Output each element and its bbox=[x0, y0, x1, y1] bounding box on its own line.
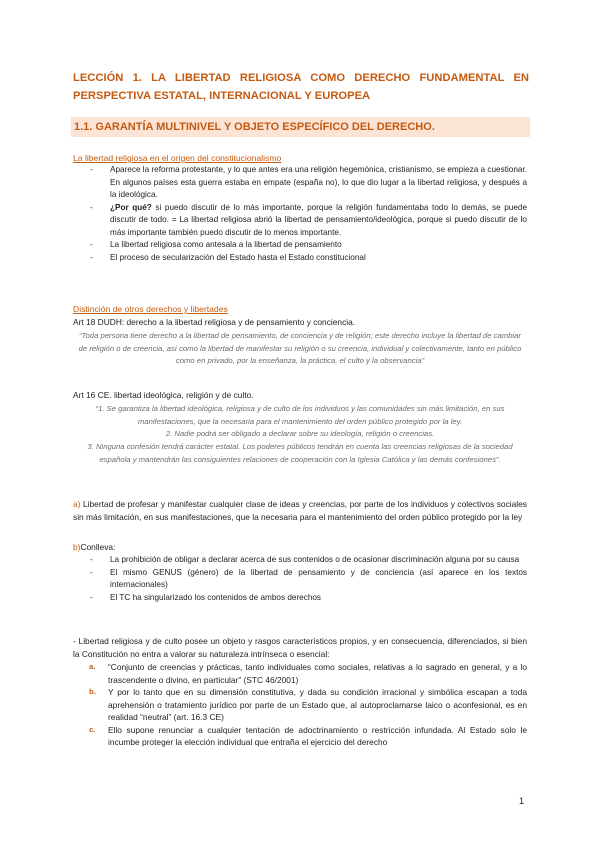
lettered-list bbox=[73, 661, 527, 749]
list-item: - El TC ha singularizado los contenidos de ambos derechos bbox=[72, 592, 527, 605]
origin-bullet-list bbox=[72, 164, 527, 264]
list-item: - ¿Por qué? si puedo discutir de lo más importante, porque la religión fundamentaba todo lo demás, se puede discutir de todo. = La libertad religiosa abrió la libertad de pensamiento/ideológica, porque si puedo discutir de lo más importante también puedo discutir de lo menos importante. bbox=[72, 202, 527, 240]
lesson-title: LECCIÓN 1. LA LIBERTAD RELIGIOSA COMO DERECHO FUNDAMENTAL EN PERSPECTIVA ESTATAL, INTERNACIONAL Y EUROPEA bbox=[73, 72, 529, 102]
list-item: - El mismo GENUS (género) de la libertad de pensamiento y de conciencia (así aparece en los textos internacionales) bbox=[72, 567, 527, 592]
list-item: - Aparece la reforma protestante, y lo que antes era una religión hegemónica, cristianismo, se empieza a cuestionar. En algunos países esta guerra estaba en empate (españa no), lo que dio lugar a la libertad religiosa, y después a la ideológica. bbox=[72, 164, 527, 202]
marker-a: a) bbox=[73, 499, 81, 509]
list-item: - La prohibición de obligar a declarar acerca de sus contenidos o de ocasionar discriminación alguna por su causa bbox=[72, 554, 527, 567]
subheading-distinction: Distinción de otros derechos y libertades bbox=[73, 304, 228, 314]
conlleva-bullet-list bbox=[72, 554, 527, 604]
paragraph-a: a) Libertad de profesar y manifestar cualquier clase de ideas y creencias, por parte de los individuos y colectivos sociales sin más limitación, en sus manifestaciones, que la necesaria para el mantenimiento del orden público protegido por la ley bbox=[73, 499, 527, 522]
subheading-origin: La libertad religiosa en el origen del constitucionalismo bbox=[73, 153, 282, 163]
list-item: a. “Conjunto de creencias y prácticas, tanto individuales como sociales, relativas a lo sagrado en general, y a lo trascendente o divino, en particular” (STC 46/2001) bbox=[89, 662, 527, 685]
art18-line: Art 18 DUDH: derecho a la libertad religiosa y de pensamiento y conciencia. bbox=[73, 317, 356, 327]
art18-quote: “Toda persona tiene derecho a la libertad de pensamiento, de conciencia y de religión; este derecho incluye la libertad de cambiar de religión o de creencia, así como la libertad de manifestar su religión o su creencia, individual y colectivamente, tanto en público como en privado, por la enseñanza, la práctica, el culto y la observancia” bbox=[78, 331, 522, 365]
list-item: b. Y por lo tanto que en su dimensión constitutiva, y dada su condición irracional y simbólica escapan a toda aprehensión o tratamiento jurídico por parte de un Estado que, al autoproclamarse laico o aconfesional, es en realidad “neutral” (art. 16.3 CE) bbox=[89, 687, 527, 722]
marker-b: b) bbox=[73, 542, 81, 552]
art16-quote-3: 3. Ninguna confesión tendrá carácter estatal. Los poderes públicos tendrán en cuenta las creencias religiosas de la sociedad española y mantendrán las consiguientes relaciones de cooperación con la Iglesia Católica y las demás confesiones”. bbox=[87, 442, 513, 464]
art16-quote-2: 2. Nadie podrá ser obligado a declarar sobre su ideología, religión o creencias. bbox=[165, 429, 435, 438]
list-item: - El proceso de secularización del Estado hasta el Estado constitucional bbox=[72, 252, 527, 265]
list-item: c. Ello supone renunciar a cualquier tentación de adoctrinamiento o restricción infundada. Al Estado solo le incumbe proteger la elección individual que entraña el ejercicio del derecho bbox=[89, 724, 527, 747]
list-item: - La libertad religiosa como antesala a la libertad de pensamiento bbox=[72, 239, 527, 252]
art16-quote-1: “1. Se garantiza la libertad ideológica, religiosa y de culto de los individuos y las comunidades sin más limitación, en sus manifestaciones, que la necesaria para el mantenimiento del orden público protegido por la ley. bbox=[95, 404, 505, 426]
paragraph-b: b)Conlleva: bbox=[73, 542, 116, 552]
page-number: 1 bbox=[519, 796, 525, 806]
bold-question: ¿Por qué? bbox=[110, 202, 152, 212]
section-title: 1.1. GARANTÍA MULTINIVEL Y OBJETO ESPECÍFICO DEL DERECHO. bbox=[74, 120, 435, 133]
paragraph-culto: - Libertad religiosa y de culto posee un objeto y rasgos característicos propios, y en consecuencia, diferenciados, si bien la Constitución no entra a valorar su naturaleza intrínseca o esencial: bbox=[73, 636, 527, 659]
art16-line: Art 16 CE. libertad ideológica, religión y de culto. bbox=[73, 390, 254, 400]
